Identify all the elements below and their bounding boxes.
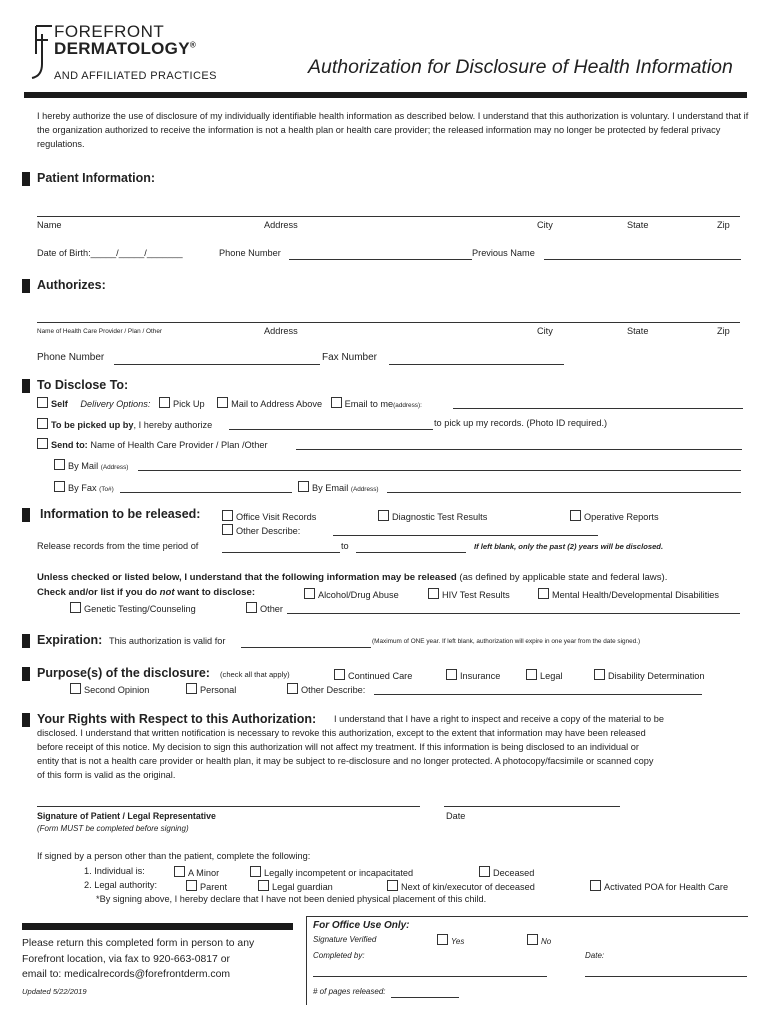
continued-option bbox=[334, 669, 412, 681]
disclose-heading: To Disclose To: bbox=[37, 378, 129, 392]
expiration-note: (Maximum of ONE year. If left blank, authorization will expire in one year from the date signed.) bbox=[372, 638, 641, 645]
prev-name-field[interactable] bbox=[544, 259, 741, 260]
unless-rest: (as defined by applicable state and federal laws). bbox=[459, 572, 668, 583]
by-fax-row bbox=[54, 481, 114, 493]
released-other-option bbox=[222, 524, 300, 536]
picked-up-label: To be picked up by bbox=[51, 420, 134, 430]
operative-checkbox[interactable] bbox=[570, 510, 581, 521]
office-use-heading: For Office Use Only: bbox=[313, 920, 410, 931]
period-from-field[interactable] bbox=[222, 552, 340, 553]
unless-bold: Unless checked or listed below, I understand that the following information may be released bbox=[37, 572, 457, 583]
picked-up-checkbox[interactable] bbox=[37, 418, 48, 429]
by-mail-hint: (Address) bbox=[100, 464, 129, 471]
signature-date-label: Date bbox=[446, 811, 466, 821]
mail-label: Mail to Address Above bbox=[231, 399, 323, 409]
pages-field[interactable] bbox=[391, 997, 459, 998]
operative-option bbox=[570, 510, 659, 522]
mental-checkbox[interactable] bbox=[538, 588, 549, 599]
section-marker bbox=[22, 379, 30, 393]
by-fax-hint: (To#) bbox=[99, 486, 114, 493]
incapacitated-label: Legally incompetent or incapacitated bbox=[264, 868, 414, 878]
by-mail-label: By Mail bbox=[68, 461, 99, 471]
by-mail-field[interactable] bbox=[138, 470, 741, 471]
return-line1: Please return this completed form in person to any bbox=[22, 938, 255, 949]
legal-option bbox=[526, 669, 562, 681]
logo-mark-icon bbox=[28, 24, 54, 80]
parent-option bbox=[186, 880, 227, 892]
section-marker bbox=[22, 279, 30, 293]
delivery-label: Delivery Options: bbox=[80, 399, 151, 409]
page-title: Authorization for Disclosure of Health Information bbox=[308, 56, 733, 78]
not-text: not bbox=[159, 587, 175, 598]
intro-text: I hereby authorize the use of disclosure of my individually identifiable health information as described below. I understand that this authorization is voluntary. I understand that if the organization authorized to receive the information is not a health plan or health care provider; the released information may no longer be protected by federal privacy regulations. bbox=[37, 111, 749, 149]
rights-line2: disclosed. I understand that written notification is necessary to revoke this authorization, except to the extent that information may have been released bbox=[37, 728, 646, 738]
patient-state-label: State bbox=[627, 220, 649, 230]
personal-label: Personal bbox=[200, 685, 237, 695]
authorizes-heading: Authorizes: bbox=[37, 278, 106, 292]
poa-checkbox[interactable] bbox=[590, 880, 601, 891]
signature-date-field[interactable] bbox=[444, 806, 620, 807]
mail-checkbox[interactable] bbox=[217, 397, 228, 408]
return-line3: email to: medicalrecords@forefrontderm.com bbox=[22, 969, 231, 980]
released-other-field[interactable] bbox=[333, 535, 598, 536]
continued-label: Continued Care bbox=[348, 671, 413, 681]
continued-checkbox[interactable] bbox=[334, 669, 345, 680]
incapacitated-option bbox=[250, 866, 413, 878]
prev-name-label: Previous Name bbox=[472, 248, 535, 258]
patient-line bbox=[37, 216, 740, 217]
diagnostic-checkbox[interactable] bbox=[378, 510, 389, 521]
guardian-option bbox=[258, 880, 333, 892]
pages-label: # of pages released: bbox=[313, 987, 386, 996]
patient-city-label: City bbox=[537, 220, 553, 230]
completed-by-field[interactable] bbox=[313, 976, 547, 977]
patient-name-label: Name bbox=[37, 220, 62, 230]
check-all-note: (check all that apply) bbox=[220, 670, 290, 679]
insurance-option bbox=[446, 669, 500, 681]
by-fax-label: By Fax bbox=[68, 483, 97, 493]
period-note: If left blank, only the past (2) years will be disclosed. bbox=[474, 542, 664, 551]
declare-text: *By signing above, I hereby declare that I have not been denied physical placement of this child. bbox=[96, 894, 487, 904]
picked-up-row bbox=[37, 418, 212, 430]
by-email-checkbox[interactable] bbox=[298, 481, 309, 492]
rights-line1: I understand that I have a right to inspect and receive a copy of the material to be bbox=[334, 714, 664, 724]
email-address-field[interactable] bbox=[453, 408, 743, 409]
period-to-field[interactable] bbox=[356, 552, 466, 553]
auth-state-label: State bbox=[627, 326, 649, 336]
by-email-row bbox=[298, 481, 379, 493]
legal-checkbox[interactable] bbox=[526, 669, 537, 680]
signature-note: (Form MUST be completed before signing) bbox=[37, 824, 189, 833]
disability-checkbox[interactable] bbox=[594, 669, 605, 680]
genetic-checkbox[interactable] bbox=[70, 602, 81, 613]
released-other-label: Other Describe: bbox=[236, 526, 301, 536]
by-mail-row bbox=[54, 459, 128, 471]
minor-checkbox[interactable] bbox=[174, 866, 185, 877]
not-disclose-end: want to disclose: bbox=[174, 587, 256, 598]
send-to-field[interactable] bbox=[296, 449, 742, 450]
expiration-heading: Expiration: bbox=[37, 633, 103, 647]
personal-checkbox[interactable] bbox=[186, 683, 197, 694]
office-visit-label: Office Visit Records bbox=[236, 512, 317, 522]
logo-line3: AND AFFILIATED PRACTICES bbox=[54, 70, 217, 82]
next-kin-option bbox=[387, 880, 535, 892]
office-date-field[interactable] bbox=[585, 976, 747, 977]
deceased-option bbox=[479, 866, 534, 878]
by-fax-checkbox[interactable] bbox=[54, 481, 65, 492]
by-fax-field[interactable] bbox=[120, 492, 292, 493]
not-disclose-text: Check and/or list if you do bbox=[37, 587, 160, 598]
disability-label: Disability Determination bbox=[608, 671, 705, 681]
logo-line2: DERMATOLOGY® bbox=[54, 39, 197, 58]
rights-heading: Your Rights with Respect to this Authorization: bbox=[37, 712, 317, 726]
by-email-hint: (Address) bbox=[350, 486, 379, 493]
legal-label: Legal bbox=[540, 671, 563, 681]
by-email-label: By Email bbox=[312, 483, 349, 493]
logo bbox=[24, 22, 224, 84]
insurance-checkbox[interactable] bbox=[446, 669, 457, 680]
signature-field[interactable] bbox=[37, 806, 420, 807]
yes-checkbox[interactable] bbox=[437, 934, 448, 945]
section-marker bbox=[22, 172, 30, 186]
title-rule bbox=[24, 92, 747, 98]
second-opinion-option bbox=[70, 683, 149, 695]
unless-other-option bbox=[246, 602, 283, 614]
no-option bbox=[527, 934, 551, 946]
expiration-field[interactable] bbox=[241, 647, 371, 648]
purpose-other-label: Other Describe: bbox=[301, 685, 366, 695]
email-address-hint: (address): bbox=[393, 402, 422, 409]
personal-option bbox=[186, 683, 236, 695]
return-line2: Forefront location, via fax to 920-663-0817 or bbox=[22, 954, 230, 965]
rights-line3: before receipt of this notice. My decision to sign this authorization will not affect my treatment. If this information is being disclosed to an individual or bbox=[37, 742, 639, 752]
authorizes-line[interactable] bbox=[37, 322, 740, 323]
minor-option bbox=[174, 866, 219, 878]
phone-field[interactable] bbox=[289, 259, 472, 260]
released-other-checkbox[interactable] bbox=[222, 524, 233, 535]
other-person-intro: If signed by a person other than the patient, complete the following: bbox=[37, 851, 311, 861]
auth-phone-label: Phone Number bbox=[37, 352, 105, 363]
updated-text: Updated 5/22/2019 bbox=[22, 987, 87, 996]
dob-field[interactable]: Date of Birth:_____/_____/_______ bbox=[37, 248, 183, 258]
released-heading: Information to be released: bbox=[40, 507, 201, 521]
second-opinion-label: Second Opinion bbox=[84, 685, 150, 695]
auth-city-label: City bbox=[537, 326, 553, 336]
picked-up-rest: , I hereby authorize bbox=[133, 420, 213, 430]
poa-option bbox=[590, 880, 728, 892]
signature-label: Signature of Patient / Legal Representative bbox=[37, 811, 216, 821]
expiration-text: This authorization is valid for bbox=[109, 636, 226, 646]
sig-verified-label: Signature Verified bbox=[313, 935, 377, 944]
patient-heading: Patient Information: bbox=[37, 171, 156, 185]
self-checkbox[interactable] bbox=[37, 397, 48, 408]
unless-line1 bbox=[37, 572, 667, 583]
auth-fax-label: Fax Number bbox=[322, 352, 378, 363]
auth-address-label: Address bbox=[264, 326, 298, 336]
pickup-label: Pick Up bbox=[172, 399, 205, 409]
purpose-other-checkbox[interactable] bbox=[287, 683, 298, 694]
unless-other-field[interactable] bbox=[287, 613, 740, 614]
rights-line4: entity that is not a health care provider or health plan, it may be subject to re-disclosure and no longer protected. A photocopy/facsimile or scanned copy bbox=[37, 756, 654, 766]
yes-option bbox=[437, 934, 464, 946]
hiv-option bbox=[428, 588, 510, 600]
unless-line2 bbox=[37, 587, 255, 598]
diagnostic-label: Diagnostic Test Results bbox=[392, 512, 488, 522]
purpose-heading: Purpose(s) of the disclosure: bbox=[37, 666, 210, 680]
patient-zip-label: Zip bbox=[717, 220, 730, 230]
next-kin-checkbox[interactable] bbox=[387, 880, 398, 891]
completed-by-label: Completed by: bbox=[313, 951, 365, 960]
send-to-rest: Name of Health Care Provider / Plan /Other bbox=[90, 440, 268, 450]
individual-label: 1. Individual is: bbox=[84, 866, 145, 876]
pickup-checkbox[interactable] bbox=[159, 397, 170, 408]
auth-phone-field[interactable] bbox=[114, 364, 320, 365]
purpose-other-option bbox=[287, 683, 365, 695]
picked-up-end: to pick up my records. (Photo ID required.) bbox=[434, 418, 608, 428]
section-marker bbox=[22, 508, 30, 522]
mental-option bbox=[538, 588, 719, 600]
deceased-checkbox[interactable] bbox=[479, 866, 490, 877]
period-label: Release records from the time period of bbox=[37, 541, 199, 551]
authority-label: 2. Legal authority: bbox=[84, 880, 158, 890]
auth-fax-field[interactable] bbox=[389, 364, 564, 365]
parent-label: Parent bbox=[200, 882, 228, 892]
logo-line1: FOREFRONT bbox=[54, 22, 165, 41]
footer-rule bbox=[22, 923, 293, 930]
self-row bbox=[37, 397, 422, 409]
office-date-label: Date: bbox=[585, 951, 605, 960]
phone-label: Phone Number bbox=[219, 248, 281, 258]
diagnostic-option bbox=[378, 510, 487, 522]
deceased-label: Deceased bbox=[493, 868, 535, 878]
mental-label: Mental Health/Developmental Disabilities bbox=[552, 590, 719, 600]
disability-option bbox=[594, 669, 705, 681]
rights-line5: of this form is valid as the original. bbox=[37, 770, 176, 780]
provider-label: Name of Health Care Provider / Plan / Other bbox=[37, 328, 163, 335]
no-label: No bbox=[541, 937, 552, 946]
patient-address-label: Address bbox=[264, 220, 298, 230]
insurance-label: Insurance bbox=[460, 671, 501, 681]
purpose-other-field[interactable] bbox=[374, 694, 702, 695]
next-kin-label: Next of kin/executor of deceased bbox=[401, 882, 535, 892]
alcohol-checkbox[interactable] bbox=[304, 588, 315, 599]
guardian-label: Legal guardian bbox=[272, 882, 333, 892]
unless-other-checkbox[interactable] bbox=[246, 602, 257, 613]
section-marker bbox=[22, 667, 30, 681]
minor-label: A Minor bbox=[188, 868, 220, 878]
office-visit-option bbox=[222, 510, 316, 522]
alcohol-label: Alcohol/Drug Abuse bbox=[318, 590, 399, 600]
no-checkbox[interactable] bbox=[527, 934, 538, 945]
by-mail-checkbox[interactable] bbox=[54, 459, 65, 470]
send-to-checkbox[interactable] bbox=[37, 438, 48, 449]
section-marker bbox=[22, 634, 30, 648]
genetic-option bbox=[70, 602, 196, 614]
second-opinion-checkbox[interactable] bbox=[70, 683, 81, 694]
by-email-field[interactable] bbox=[387, 492, 741, 493]
section-marker bbox=[22, 713, 30, 727]
auth-zip-label: Zip bbox=[717, 326, 730, 336]
email-checkbox[interactable] bbox=[331, 397, 342, 408]
incapacitated-checkbox[interactable] bbox=[250, 866, 261, 877]
alcohol-option bbox=[304, 588, 399, 600]
hiv-checkbox[interactable] bbox=[428, 588, 439, 599]
poa-label: Activated POA for Health Care bbox=[604, 882, 729, 892]
email-label: Email to me bbox=[344, 399, 394, 409]
picked-up-field[interactable] bbox=[229, 429, 433, 430]
yes-label: Yes bbox=[451, 937, 465, 946]
parent-checkbox[interactable] bbox=[186, 880, 197, 891]
genetic-label: Genetic Testing/Counseling bbox=[84, 604, 196, 614]
operative-label: Operative Reports bbox=[584, 512, 659, 522]
hiv-label: HIV Test Results bbox=[442, 590, 510, 600]
office-visit-checkbox[interactable] bbox=[222, 510, 233, 521]
self-label: Self bbox=[51, 399, 68, 409]
unless-other-label: Other bbox=[260, 604, 283, 614]
send-to-label: Send to: bbox=[51, 440, 88, 450]
period-to-label: to bbox=[341, 541, 349, 551]
guardian-checkbox[interactable] bbox=[258, 880, 269, 891]
send-to-row bbox=[37, 438, 268, 450]
